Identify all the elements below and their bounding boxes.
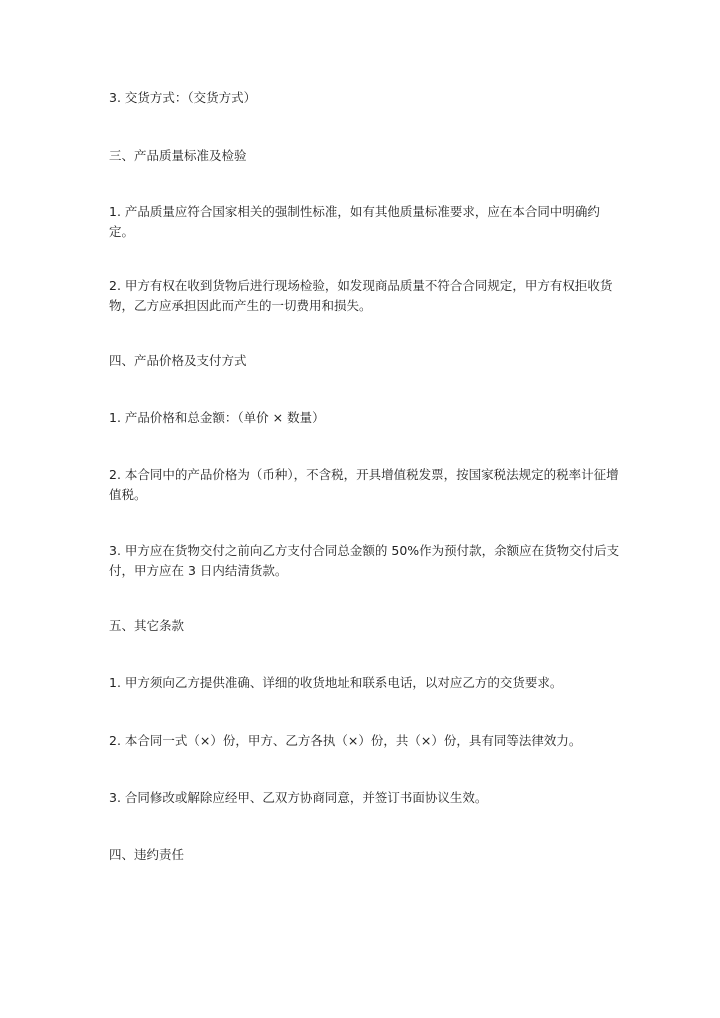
price-clause-1: 1. 产品价格和总金额：（单价 × 数量） xyxy=(109,410,325,425)
other-clause-2: 2. 本合同一式（×）份，甲方、乙方各执（×）份，共（×）份，具有同等法律效力。 xyxy=(109,733,582,748)
delivery-method-clause: 3. 交货方式：（交货方式） xyxy=(109,90,257,105)
price-clause-2: 2. 本合同中的产品价格为（币种），不含税，开具增值税发票，按国家税法规定的税率计征增值税。 xyxy=(109,467,619,502)
other-clause-1: 1. 甲方须向乙方提供准确、详细的收货地址和联系电话，以对应乙方的交货要求。 xyxy=(109,675,563,690)
section-heading-quality: 三、产品质量标准及检验 xyxy=(109,148,247,163)
quality-clause-1: 1. 产品质量应符合国家相关的强制性标准，如有其他质量标准要求，应在本合同中明确约定。 xyxy=(109,204,600,239)
section-heading-other: 五、其它条款 xyxy=(109,618,185,633)
quality-clause-2: 2. 甲方有权在收到货物后进行现场检验，如发现商品质量不符合合同规定，甲方有权拒收货物，乙方应承担因此而产生的一切费用和损失。 xyxy=(109,278,613,313)
payment-clause-3: 3. 甲方应在货物交付之前向乙方支付合同总金额的 50%作为预付款，余额应在货物交付后支付，甲方应在 3 日内结清货款。 xyxy=(109,543,620,578)
section-heading-liability: 四、违约责任 xyxy=(109,847,185,862)
other-clause-3: 3. 合同修改或解除应经甲、乙双方协商同意，并签订书面协议生效。 xyxy=(109,790,488,805)
section-heading-price: 四、产品价格及支付方式 xyxy=(109,353,247,368)
